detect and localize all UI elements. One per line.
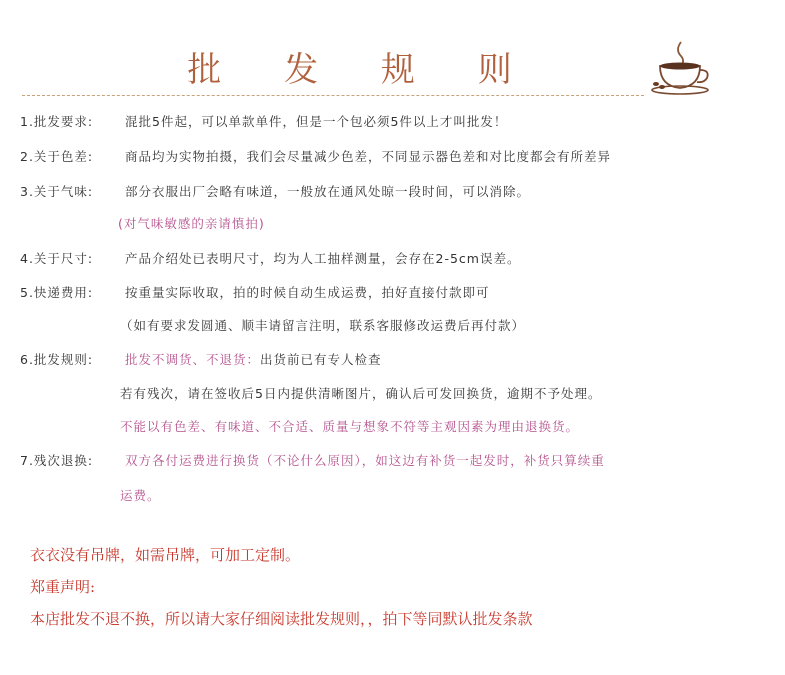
title-divider [22,95,644,96]
tag-note: 衣衣没有吊牌，如需吊牌，可加工定制。 [30,546,301,564]
declaration-heading: 郑重声明: [30,578,96,596]
page-title: 批 发 规 则 [187,50,538,90]
declaration-text: 本店批发不退不换，所以请大家仔细阅读批发规则，，拍下等同默认批发条款 [30,610,533,628]
coffee-cup-icon [648,38,718,100]
